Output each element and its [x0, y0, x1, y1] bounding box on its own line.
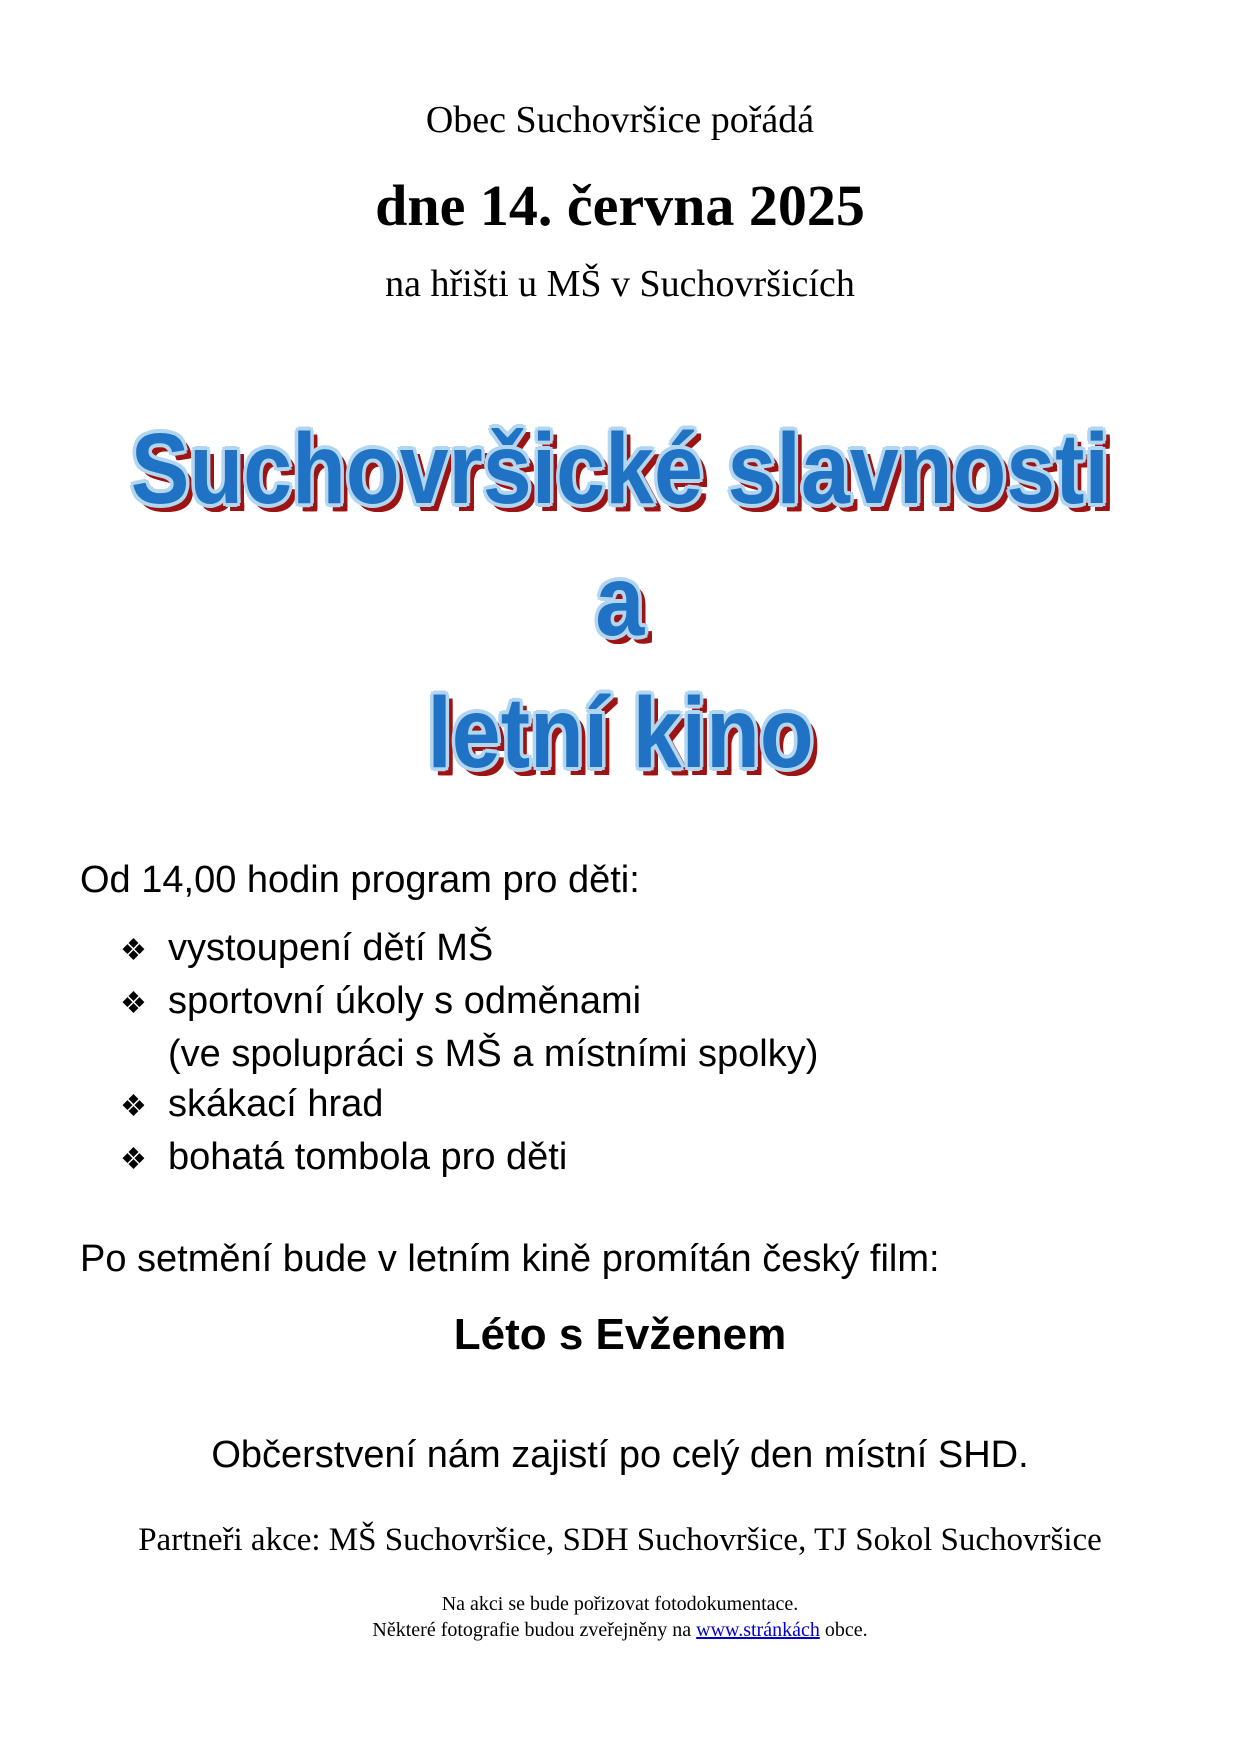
footer-notices: [0, 1591, 1240, 1643]
publish-notice: [0, 1617, 1240, 1643]
program-item-text: skákací hrad: [168, 1083, 384, 1125]
film-title: Léto s Evženem: [453, 1310, 787, 1359]
photo-notice: Na akci se bude pořizovat fotodokumentace.: [441, 1593, 799, 1615]
refreshments-line: Občerstvení nám zajistí po celý den místní SHD.: [211, 1434, 1029, 1476]
event-date: dne 14. června 2025: [375, 173, 865, 238]
publish-notice-suffix: obce.: [819, 1619, 868, 1641]
poster-title-line3: letní kino: [426, 677, 814, 789]
diamond-bullet-icon: ❖: [120, 1143, 147, 1176]
program-item-text: bohatá tombola pro děti: [168, 1136, 568, 1178]
event-location: na hřišti u MŠ v Suchovršicích: [385, 263, 855, 305]
program-item: [120, 923, 1240, 976]
program-bullet-list: [0, 923, 1240, 1185]
website-link[interactable]: www.stránkách: [696, 1619, 820, 1641]
program-item-text: sportovní úkoly s odměnami: [168, 980, 642, 1022]
poster-title-line2: a: [595, 545, 645, 657]
program-item-text: vystoupení dětí MŠ: [168, 927, 494, 969]
publish-notice-prefix: Některé fotografie budou zveřejněny na: [372, 1619, 697, 1641]
organizer-line: Obec Suchovršice pořádá: [425, 99, 815, 141]
program-item: [120, 976, 1240, 1029]
poster-title-line1: Suchovršické slavnosti: [130, 413, 1110, 525]
program-item: [120, 1132, 1240, 1185]
poster-title: [0, 403, 1240, 799]
partners-line: Partneři akce: MŠ Suchovršice, SDH Suchovršice, TJ Sokol Suchovršice: [138, 1522, 1102, 1558]
diamond-bullet-icon: ❖: [120, 934, 147, 967]
program-item: [120, 1079, 1240, 1132]
diamond-bullet-icon: ❖: [120, 1090, 147, 1123]
program-heading: Od 14,00 hodin program pro děti:: [80, 859, 640, 901]
diamond-bullet-icon: ❖: [120, 987, 147, 1020]
cinema-intro-line: Po setmění bude v letním kině promítán český film:: [80, 1238, 940, 1280]
program-item-note: (ve spolupráci s MŠ a místními spolky): [168, 1033, 819, 1075]
